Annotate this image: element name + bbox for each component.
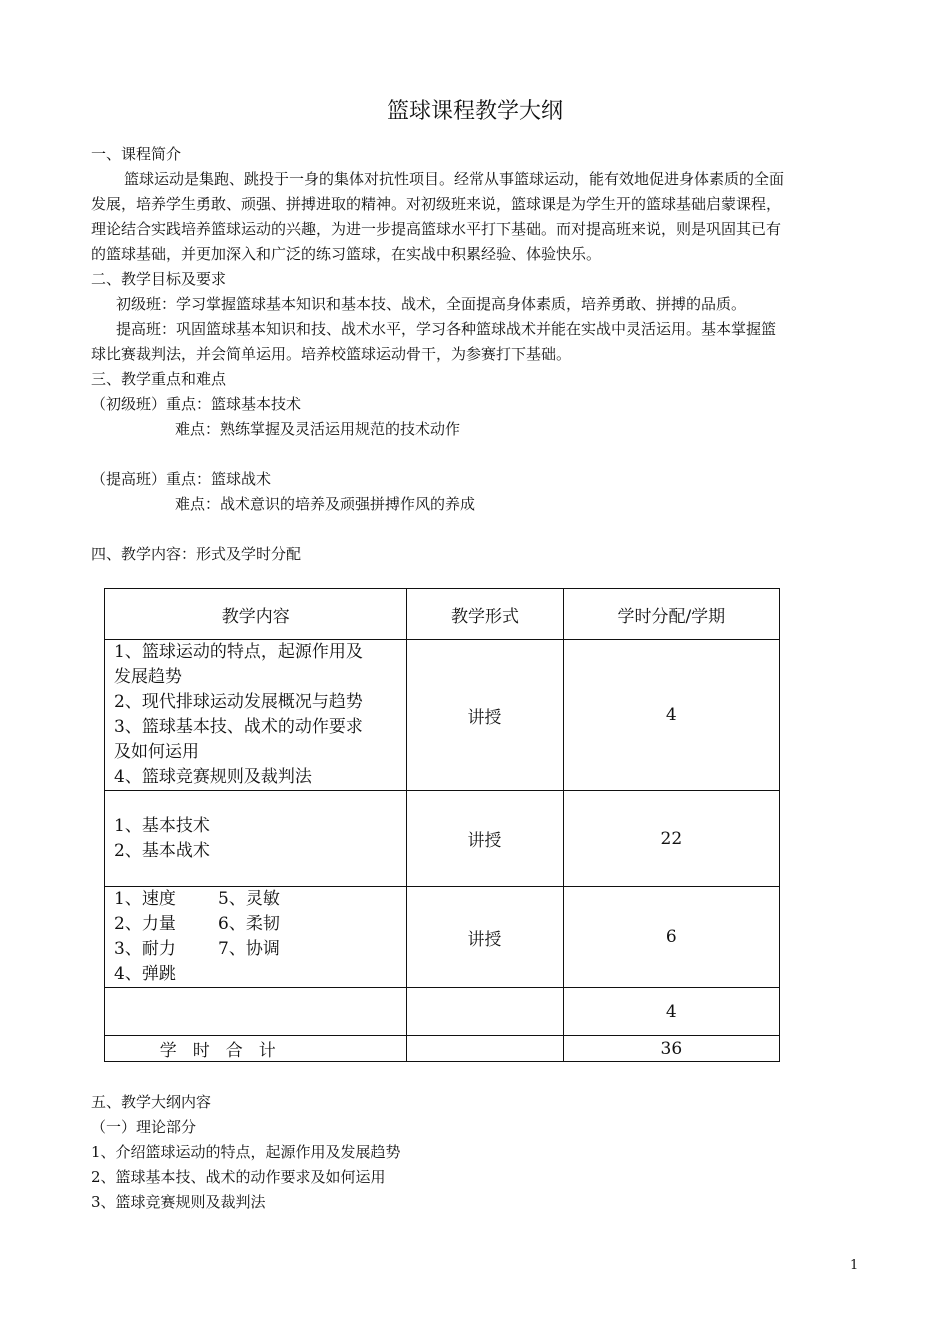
content-cell [105,887,407,988]
total-label: 学时合计 [105,1036,407,1062]
form-cell [407,1036,563,1062]
content-line: 2、基本战术 [114,840,210,861]
hours-cell: 6 [563,887,779,988]
header-content: 教学内容 [105,589,407,640]
form-cell [407,988,563,1036]
paragraph-line: 篮球运动是集跑、跳投于一身的集体对抗性项目。经常从事篮球运动，能有效地促进身体素质的全面 [124,170,785,188]
content-line: 2、现代排球运动发展概况与趋势 [114,692,363,712]
section-4-heading: 四、教学内容：形式及学时分配 [91,545,302,563]
content-line: 2、力量 [114,914,176,934]
content-line: 1、速度 [114,889,176,909]
page-title: 篮球课程教学大纲 [386,99,563,124]
table-row [105,791,780,887]
section-1-heading: 一、课程简介 [91,145,182,163]
paragraph-line: 的篮球基础，并更加深入和广泛的练习篮球，在实战中积累经验、体验快乐。 [91,245,602,263]
hours-table [104,588,780,1062]
content-line: 发展趋势 [114,667,182,687]
basic-difficulty: 难点：熟练掌握及灵活运用规范的技术动作 [175,420,461,438]
content-line: 4、篮球竞赛规则及裁判法 [114,767,312,787]
form-cell: 讲授 [407,887,563,988]
theory-subheading: （一）理论部分 [91,1118,197,1136]
content-line: 1、基本技术 [114,815,210,836]
header-form: 教学形式 [407,589,563,640]
content-line: 3、耐力 [114,939,176,959]
table-row [105,988,780,1036]
table-header-row [105,589,780,640]
advanced-class-goal-cont: 球比赛裁判法，并会简单运用。培养校篮球运动骨干，为参赛打下基础。 [91,345,572,363]
table-row [105,640,780,791]
basic-key-point: （初级班）重点：篮球基本技术 [91,395,302,413]
content-cell [105,640,407,791]
paragraph-line: 理论结合实践培养篮球运动的兴趣，为进一步提高篮球水平打下基础。而对提高班来说，则是巩固其已有 [91,220,782,238]
list-item: 1、介绍篮球运动的特点，起源作用及发展趋势 [91,1143,401,1161]
total-row [105,1036,780,1062]
section-2-heading: 二、教学目标及要求 [91,270,227,288]
section-5-heading: 五、教学大纲内容 [91,1093,212,1111]
advanced-key-point: （提高班）重点：篮球战术 [91,470,272,488]
hours-cell: 22 [563,791,779,887]
content-line: 3、篮球基本技、战术的动作要求 [114,717,363,737]
header-hours: 学时分配/学期 [563,589,779,640]
content-cell [105,988,407,1036]
advanced-class-goal: 提高班：巩固篮球基本知识和技、战术水平，学习各种篮球战术并能在实战中灵活运用。基本掌握篮 [116,320,777,338]
section-3-heading: 三、教学重点和难点 [91,370,227,388]
total-hours: 36 [563,1036,779,1062]
paragraph-line: 发展，培养学生勇敢、顽强、拼搏进取的精神。对初级班来说，篮球课是为学生开的篮球基础启蒙课程， [91,195,782,213]
content-line: 及如何运用 [114,742,199,762]
page-number: 1 [850,1258,859,1273]
hours-cell: 4 [563,988,779,1036]
content-line: 6、柔韧 [218,914,280,934]
form-cell: 讲授 [407,640,563,791]
form-cell: 讲授 [407,791,563,887]
advanced-difficulty: 难点：战术意识的培养及顽强拼搏作风的养成 [175,495,476,513]
hours-cell: 4 [563,640,779,791]
list-item: 3、篮球竞赛规则及裁判法 [91,1193,266,1211]
content-line: 1、篮球运动的特点，起源作用及 [114,642,363,662]
content-line: 5、灵敏 [218,889,280,909]
list-item: 2、篮球基本技、战术的动作要求及如何运用 [91,1168,386,1186]
content-line: 7、协调 [218,939,280,959]
table-row [105,887,780,988]
content-cell [105,791,407,887]
content-line: 4、弹跳 [114,964,176,984]
basic-class-goal: 初级班：学习掌握篮球基本知识和基本技、战术，全面提高身体素质，培养勇敢、拼搏的品质。 [116,295,747,313]
